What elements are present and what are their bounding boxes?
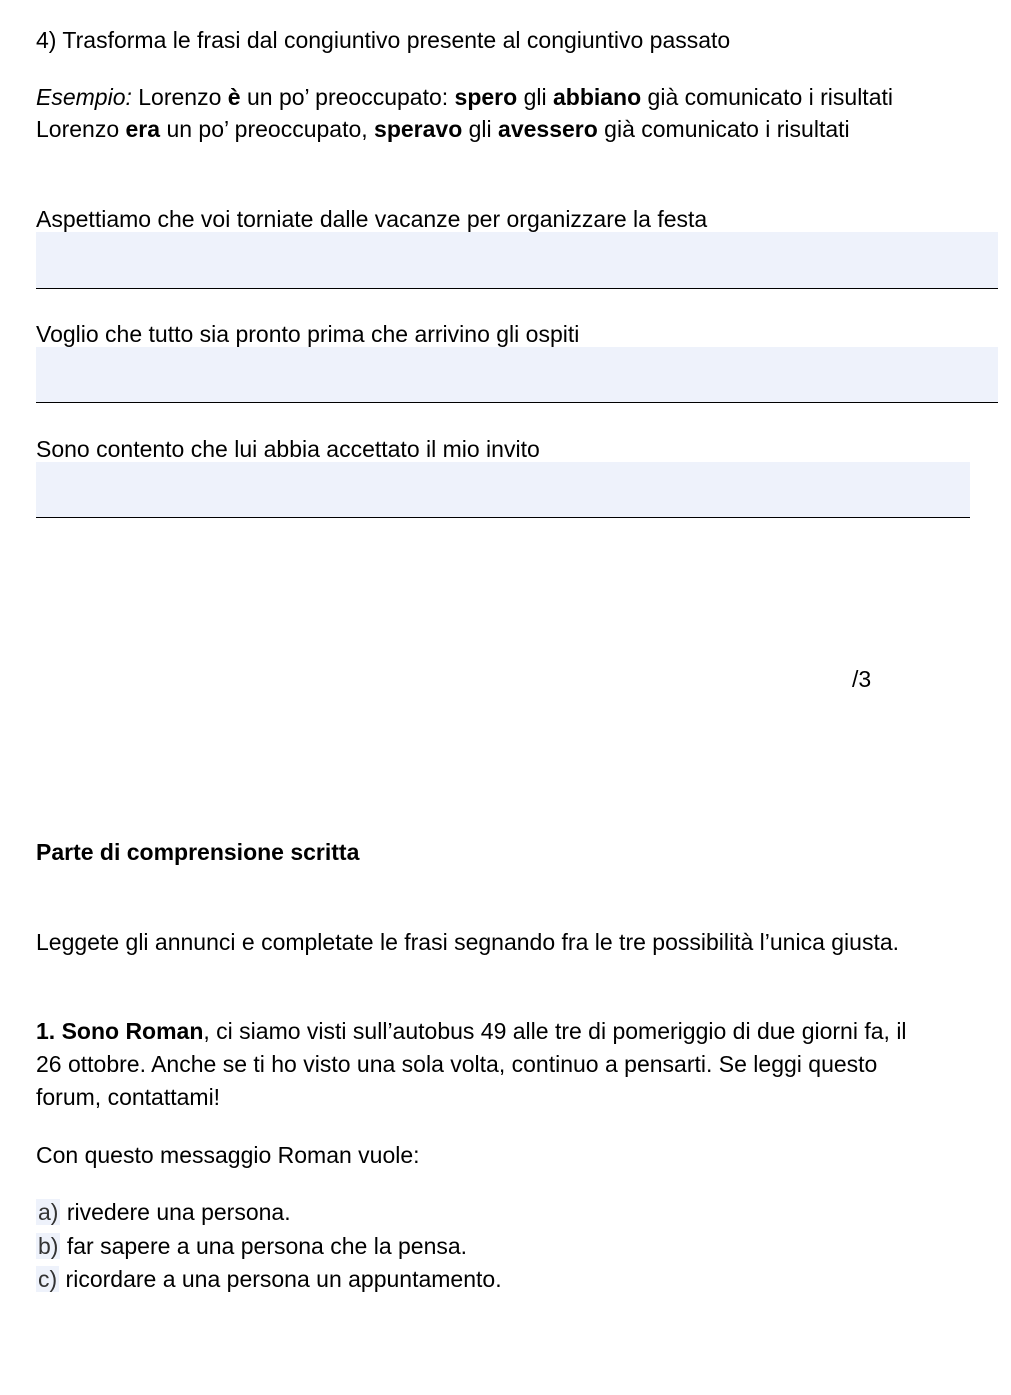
option-c-text: ricordare a una persona un appuntamento. xyxy=(59,1266,502,1292)
option-a[interactable] xyxy=(36,1197,291,1227)
answer-field-2[interactable] xyxy=(36,347,998,403)
option-a-text: rivedere una persona. xyxy=(60,1199,291,1225)
sentence-1: Aspettiamo che voi torniate dalle vacanze per organizzare la festa xyxy=(36,206,708,232)
sentence-3: Sono contento che lui abbia accettato il mio invito xyxy=(36,436,540,462)
instruction-text: Leggete gli annunci e completate le frasi segnando fra le tre possibilità l’unica giusta. xyxy=(36,929,900,955)
section-title: Parte di comprensione scritta xyxy=(36,839,360,865)
exercise-heading: 4) Trasforma le frasi dal congiuntivo presente al congiuntivo passato xyxy=(36,27,731,53)
option-a-letter: a) xyxy=(38,1199,59,1225)
answer-field-1[interactable] xyxy=(36,232,998,289)
question-text: Con questo messaggio Roman vuole: xyxy=(36,1142,420,1168)
answer-field-3[interactable] xyxy=(36,462,970,518)
score-label: /3 xyxy=(852,666,872,692)
option-c[interactable] xyxy=(36,1264,502,1294)
option-b-letter: b) xyxy=(38,1233,59,1259)
option-b[interactable] xyxy=(36,1231,467,1261)
example-line-1: Esempio: Lorenzo è un po’ preoccupato: spero gli abbiano già comunicato i risultati xyxy=(36,84,893,110)
option-b-text: far sapere a una persona che la pensa. xyxy=(60,1233,468,1259)
ad-text-line-3: forum, contattami! xyxy=(36,1084,221,1110)
sentence-2: Voglio che tutto sia pronto prima che arrivino gli ospiti xyxy=(36,321,580,347)
example-label: Esempio: xyxy=(36,84,132,110)
ad-text-line-2: 26 ottobre. Anche se ti ho visto una sola volta, continuo a pensarti. Se leggi questo xyxy=(36,1051,878,1077)
ad-author: 1. Sono Roman xyxy=(36,1018,204,1044)
example-line-2: Lorenzo era un po’ preoccupato, speravo gli avessero già comunicato i risultati xyxy=(36,116,850,142)
option-c-letter: c) xyxy=(38,1266,58,1292)
ad-text-line-1: 1. Sono Roman, ci siamo visti sull’autobus 49 alle tre di pomeriggio di due giorni fa, il xyxy=(36,1018,907,1044)
